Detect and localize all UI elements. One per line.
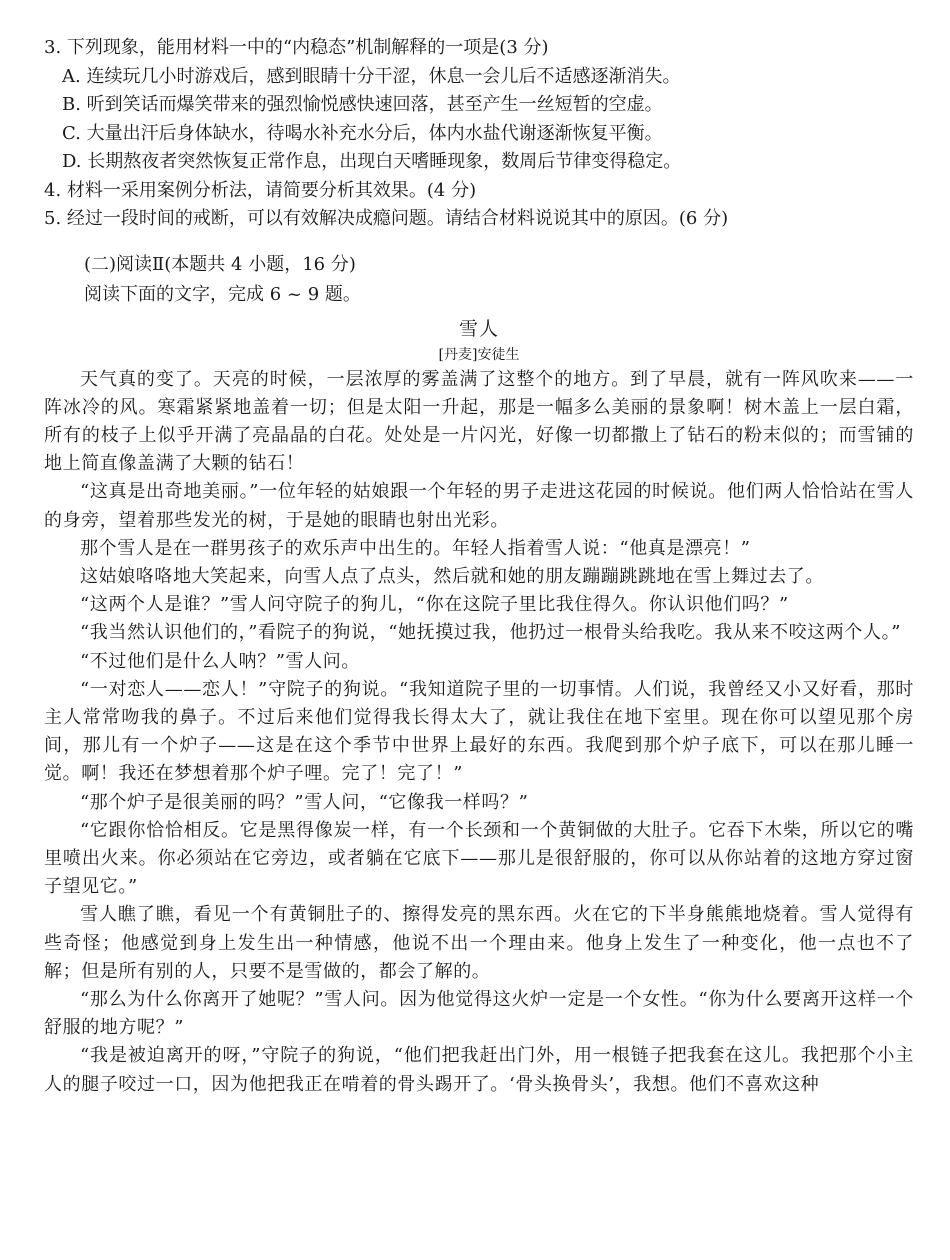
story-paragraph: 这姑娘咯咯地大笑起来，向雪人点了点头，然后就和她的朋友蹦蹦跳跳地在雪上舞过去了。 bbox=[80, 565, 824, 587]
question-3-option-c: C. 大量出汗后身体缺水，待喝水补充水分后，体内水盐代谢逐渐恢复平衡。 bbox=[62, 122, 663, 144]
story-paragraph: “不过他们是什么人呐？”雪人问。 bbox=[80, 650, 361, 672]
story-paragraph: “我当然认识他们的，”看院子的狗说，“她抚摸过我，他扔过一根骨头给我吃。我从来不咬这两个人。” bbox=[80, 622, 902, 644]
story-title: 雪人 bbox=[458, 317, 499, 340]
story-paragraph: “一对恋人——恋人！”守院子的狗说。“我知道院子里的一切事情。人们说，我曾经又小又好看，那时主人常常吻我的鼻子。不过后来他们觉得我长得太大了，就让我住在地下室里。现在你可以望见那个房间，那儿有一个炉子——这是在这个季节中世界上最好的东西。我爬到那个炉子底下，可以在那儿睡一觉。啊！我还在梦想着那个炉子哩。完了！完了！” bbox=[44, 678, 914, 785]
section-instruction: 阅读下面的文字，完成 6 ~ 9 题。 bbox=[84, 283, 361, 305]
story-paragraph: “这两个人是谁？”雪人问守院子的狗儿，“你在这院子里比我住得久。你认识他们吗？” bbox=[80, 594, 789, 616]
story-paragraph: 天气真的变了。天亮的时候，一层浓厚的雾盖满了这整个的地方。到了早晨，就有一阵风吹来——一阵冰冷的风。寒霜紧紧地盖着一切；但是太阳一升起，那是一幅多么美丽的景象啊！树木盖上一层白霜，所有的枝子上似乎开满了亮晶晶的白花。处处是一片闪光，好像一切都撒上了钻石的粉末似的；而雪铺的地上简直像盖满了大颗的钻石！ bbox=[44, 368, 914, 475]
story-paragraph: 那个雪人是在一群男孩子的欢乐声中出生的。年轻人指着雪人说：“他真是漂亮！” bbox=[80, 537, 751, 559]
story-paragraph: “它跟你恰恰相反。它是黑得像炭一样，有一个长颈和一个黄铜做的大肚子。它吞下木柴，所以它的嘴里喷出火来。你必须站在它旁边，或者躺在它底下——那儿是很舒服的，你可以从你站着的这地方穿过窗子望见它。” bbox=[44, 819, 914, 898]
question-3-stem: 3. 下列现象，能用材料一中的“内稳态”机制解释的一项是(3 分) bbox=[44, 37, 549, 58]
question-4: 4. 材料一采用案例分析法，请简要分析其效果。(4 分) bbox=[44, 179, 477, 201]
question-3-option-b: B. 听到笑话而爆笑带来的强烈愉悦感快速回落，甚至产生一丝短暂的空虚。 bbox=[62, 94, 663, 115]
story-paragraph: “这真是出奇地美丽。”一位年轻的姑娘跟一个年轻的男子走进这花园的时候说。他们两人恰恰站在雪人的身旁，望着那些发光的树，于是她的眼睛也射出光彩。 bbox=[44, 481, 914, 531]
question-3-option-a: A. 连续玩几小时游戏后，感到眼睛十分干涩，休息一会儿后不适感逐渐消失。 bbox=[62, 65, 681, 87]
story-author: [丹麦]安徒生 bbox=[438, 346, 520, 363]
section-heading: (二)阅读Ⅱ(本题共 4 小题，16 分) bbox=[84, 253, 356, 275]
question-3-option-d: D. 长期熬夜者突然恢复正常作息，出现白天嗜睡现象，数周后节律变得稳定。 bbox=[62, 151, 682, 172]
question-5: 5. 经过一段时间的戒断，可以有效解决成瘾问题。请结合材料说说其中的原因。(6 分) bbox=[44, 208, 729, 229]
story-paragraph: “那个炉子是很美丽的吗？”雪人问，“它像我一样吗？” bbox=[80, 791, 529, 813]
story-paragraph: “那么为什么你离开了她呢？”雪人问。因为他觉得这火炉一定是一个女性。“你为什么要离开这样一个舒服的地方呢？” bbox=[44, 988, 914, 1039]
story-paragraph: 雪人瞧了瞧，看见一个有黄铜肚子的、擦得发亮的黑东西。火在它的下半身熊熊地烧着。雪人觉得有些奇怪；他感觉到身上发生出一种情感，他说不出一个理由来。他身上发生了一种变化，他一点也不了解；但是所有别的人，只要不是雪做的，都会了解的。 bbox=[44, 904, 914, 982]
story-paragraph: “我是被迫离开的呀，”守院子的狗说，“他们把我赶出门外，用一根链子把我套在这儿。我把那个小主人的腿子咬过一口，因为他把我正在啃着的骨头踢开了。‘骨头换骨头’，我想。他们不喜欢这种 bbox=[44, 1045, 914, 1095]
